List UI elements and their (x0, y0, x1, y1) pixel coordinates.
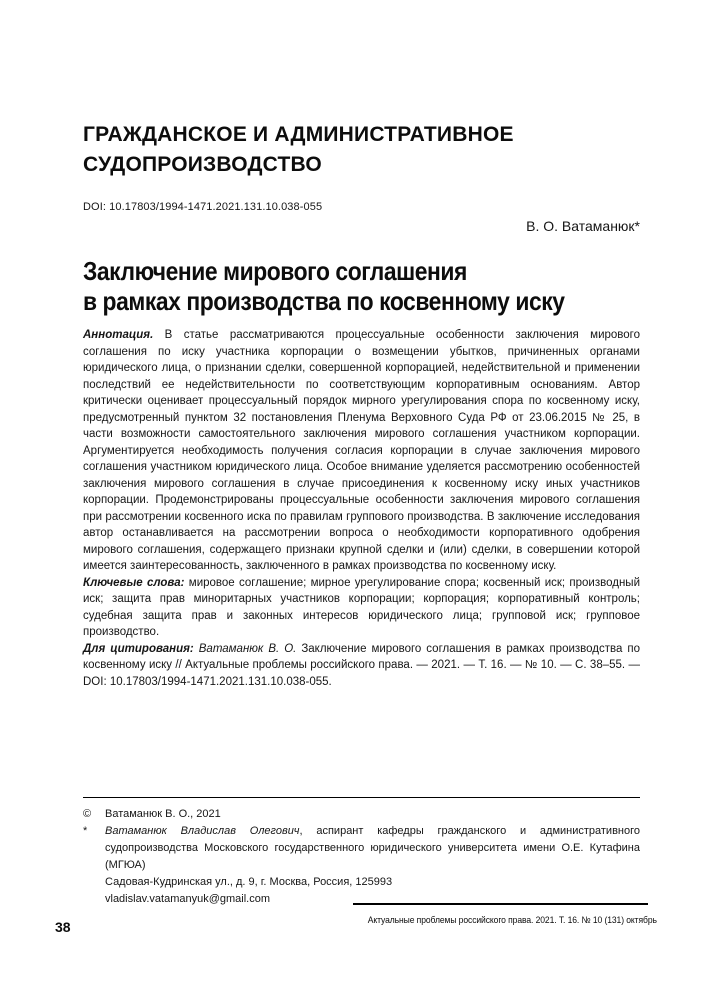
section-header-line1: ГРАЖДАНСКОЕ И АДМИНИСТРАТИВНОЕ (83, 123, 514, 146)
doi: DOI: 10.17803/1994-1471.2021.131.10.038-055 (83, 201, 323, 213)
citation-text: Заключение мирового соглашения в рамках производства по косвенному иску // Актуальные проблемы российского права. — 2021. — Т. 16. — № 10. — С. 38–55. — DOI: 10.17803/1994-1471.2021.131.10.038-055. (83, 642, 641, 688)
author-note-email: vladislav.vatamanyuk@gmail.com (105, 893, 271, 905)
article-title-line2: в рамках производства по косвенному иску (83, 286, 565, 316)
author-byline: В. О. Ватаманюк* (526, 218, 640, 234)
article-title (83, 256, 646, 316)
article-title-line1: Заключение мирового соглашения (83, 256, 467, 286)
copyright-symbol: © (83, 808, 92, 820)
page-number: 38 (55, 919, 71, 935)
author-note-row (83, 823, 640, 908)
footnote-block (83, 806, 640, 908)
article-meta (83, 327, 640, 690)
citation-paragraph (83, 641, 640, 691)
author-note-address: Садовая-Кудринская ул., д. 9, г. Москва, Россия, 125993 (105, 876, 393, 888)
citation-label: Для цитирования: (83, 642, 194, 655)
keywords-text: мировое соглашение; мирное урегулирование спора; косвенный иск; производный иск; защита прав миноритарных участников корпорации; корпорация; корпоративный контроль; судебная защита прав и законных интересов юридического лица; групповой иск; групповое производство. (83, 576, 640, 638)
footer-divider (353, 903, 648, 905)
abstract-text: В статье рассматриваются процессуальные особенности заключения мирового соглашения по иску участника корпорации о возмещении убытков, причиненных органами юридического лица, о признании сделки, совершенной корпорацией, недействительной и применении последствий ее недействительности по соответствующим корпоративным основаниям. Автор критически оценивает процессуальный порядок мирного урегулирования спора по косвенному иску, предусмотренный пунктом 32 постановления Пленума Верховного Суда РФ от 23.06.2015 № 25, в части возможности самостоятельного заключения мирового соглашения участником корпорации. Аргументируется необходимость получения согласия корпорации в случае заключения мирового соглашения участником юридического лица. Особое внимание уделяется рассмотрению особенностей заключения мирового соглашения в случае присоединения к косвенному иску иных участников корпорации. Продемонстрированы процессуальные особенности заключения мирового соглашения при рассмотрении косвенного иска по правилам группового производства. В заключение исследования автор останавливается на рассмотрении вопроса о необходимости корпоративного одобрения мирового соглашения, содержащего признаки крупной сделки и (или) сделки, в совершении которой имеется заинтересованность, заключенного в рамках производства по косвенному иску. (83, 329, 640, 572)
abstract-label: Аннотация. (83, 329, 154, 341)
author-note-affiliation-text: , аспирант кафедры гражданского и административного судопроизводства Московского государственного юридического университета имени О.Е. Кутафина (МГЮА) (105, 825, 641, 871)
keywords-paragraph (83, 575, 640, 641)
footnote-divider (83, 797, 640, 798)
author-note-affiliation (105, 823, 640, 874)
citation-author: Ватаманюк В. О. (198, 642, 297, 655)
author-note-marker: * (83, 825, 88, 837)
author-note-name: Ватаманюк Владислав Олегович (105, 825, 300, 837)
section-header (83, 120, 640, 180)
copyright-text: Ватаманюк В. О., 2021 (105, 808, 221, 820)
abstract-paragraph (83, 327, 640, 575)
footer-journal-line: Актуальные проблемы российского права. 2021. Т. 16. № 10 (131) октябрь (367, 915, 657, 926)
section-header-line2: СУДОПРОИЗВОДСТВО (83, 153, 322, 176)
copyright-row (83, 806, 640, 823)
author-note-body (105, 823, 640, 908)
keywords-label: Ключевые слова: (83, 576, 185, 589)
